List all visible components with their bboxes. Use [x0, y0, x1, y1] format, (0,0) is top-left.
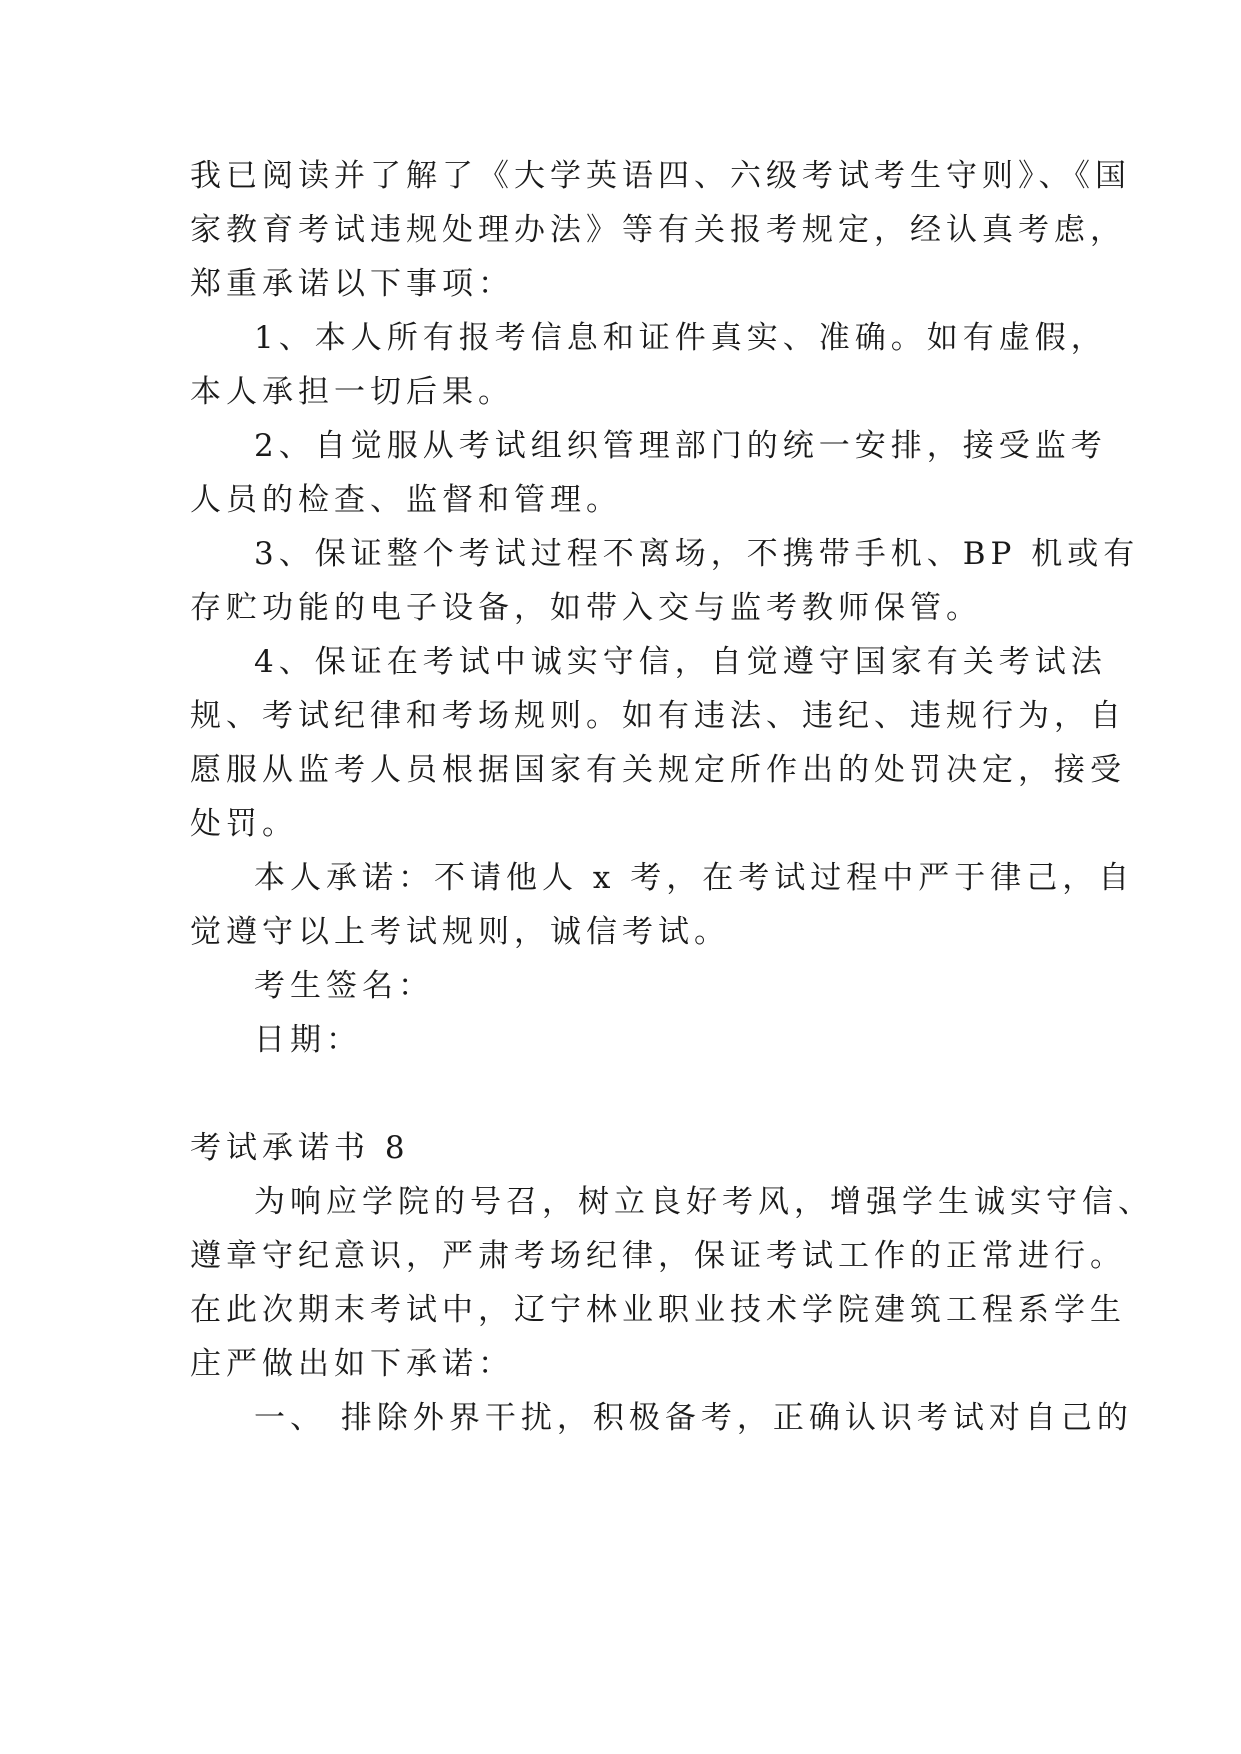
para-line-4: 庄严做出如下承诺：: [190, 1346, 514, 1382]
pledge-line-1: 本人承诺：不请他人 x 考，在考试过程中严于律己，自: [254, 860, 1135, 896]
item4-line-3: 愿服从监考人员根据国家有关规定所作出的处罚决定，接受: [190, 752, 1126, 788]
item3-line-1: 3、保证整个考试过程不离场，不携带手机、BP 机或有: [254, 536, 1140, 572]
intro-line-2: 家教育考试违规处理办法》等有关报考规定，经认真考虑，: [190, 212, 1126, 248]
item1-line-2: 本人承担一切后果。: [190, 374, 514, 410]
pledge-line-2: 觉遵守以上考试规则，诚信考试。: [190, 914, 730, 950]
para-line-1: 为响应学院的号召，树立良好考风，增强学生诚实守信、: [254, 1184, 1154, 1220]
intro-line-3: 郑重承诺以下事项：: [190, 266, 514, 302]
item4-line-4: 处罚。: [190, 806, 298, 842]
item4-line-1: 4、保证在考试中诚实守信，自觉遵守国家有关考试法: [254, 644, 1107, 680]
item3-line-2: 存贮功能的电子设备，如带入交与监考教师保管。: [190, 590, 982, 626]
intro-line-1: 我已阅读并了解了《大学英语四、六级考试考生守则》、《国: [190, 158, 1131, 194]
item4-line-2: 规、考试纪律和考场规则。如有违法、违纪、违规行为，自: [190, 698, 1126, 734]
section2-item1-line: 一、 排除外界干扰，积极备考，正确认识考试对自己的: [254, 1400, 1133, 1436]
section-heading: 考试承诺书 8: [190, 1130, 410, 1166]
item2-line-1: 2、自觉服从考试组织管理部门的统一安排，接受监考: [254, 428, 1107, 464]
para-line-3: 在此次期末考试中，辽宁林业职业技术学院建筑工程系学生: [190, 1292, 1126, 1328]
item2-line-2: 人员的检查、监督和管理。: [190, 482, 622, 518]
para-line-2: 遵章守纪意识，严肃考场纪律，保证考试工作的正常进行。: [190, 1238, 1126, 1274]
item1-line-1: 1、本人所有报考信息和证件真实、准确。如有虚假，: [254, 320, 1107, 356]
date-label: 日期：: [254, 1022, 362, 1058]
signature-label: 考生签名：: [254, 968, 434, 1004]
